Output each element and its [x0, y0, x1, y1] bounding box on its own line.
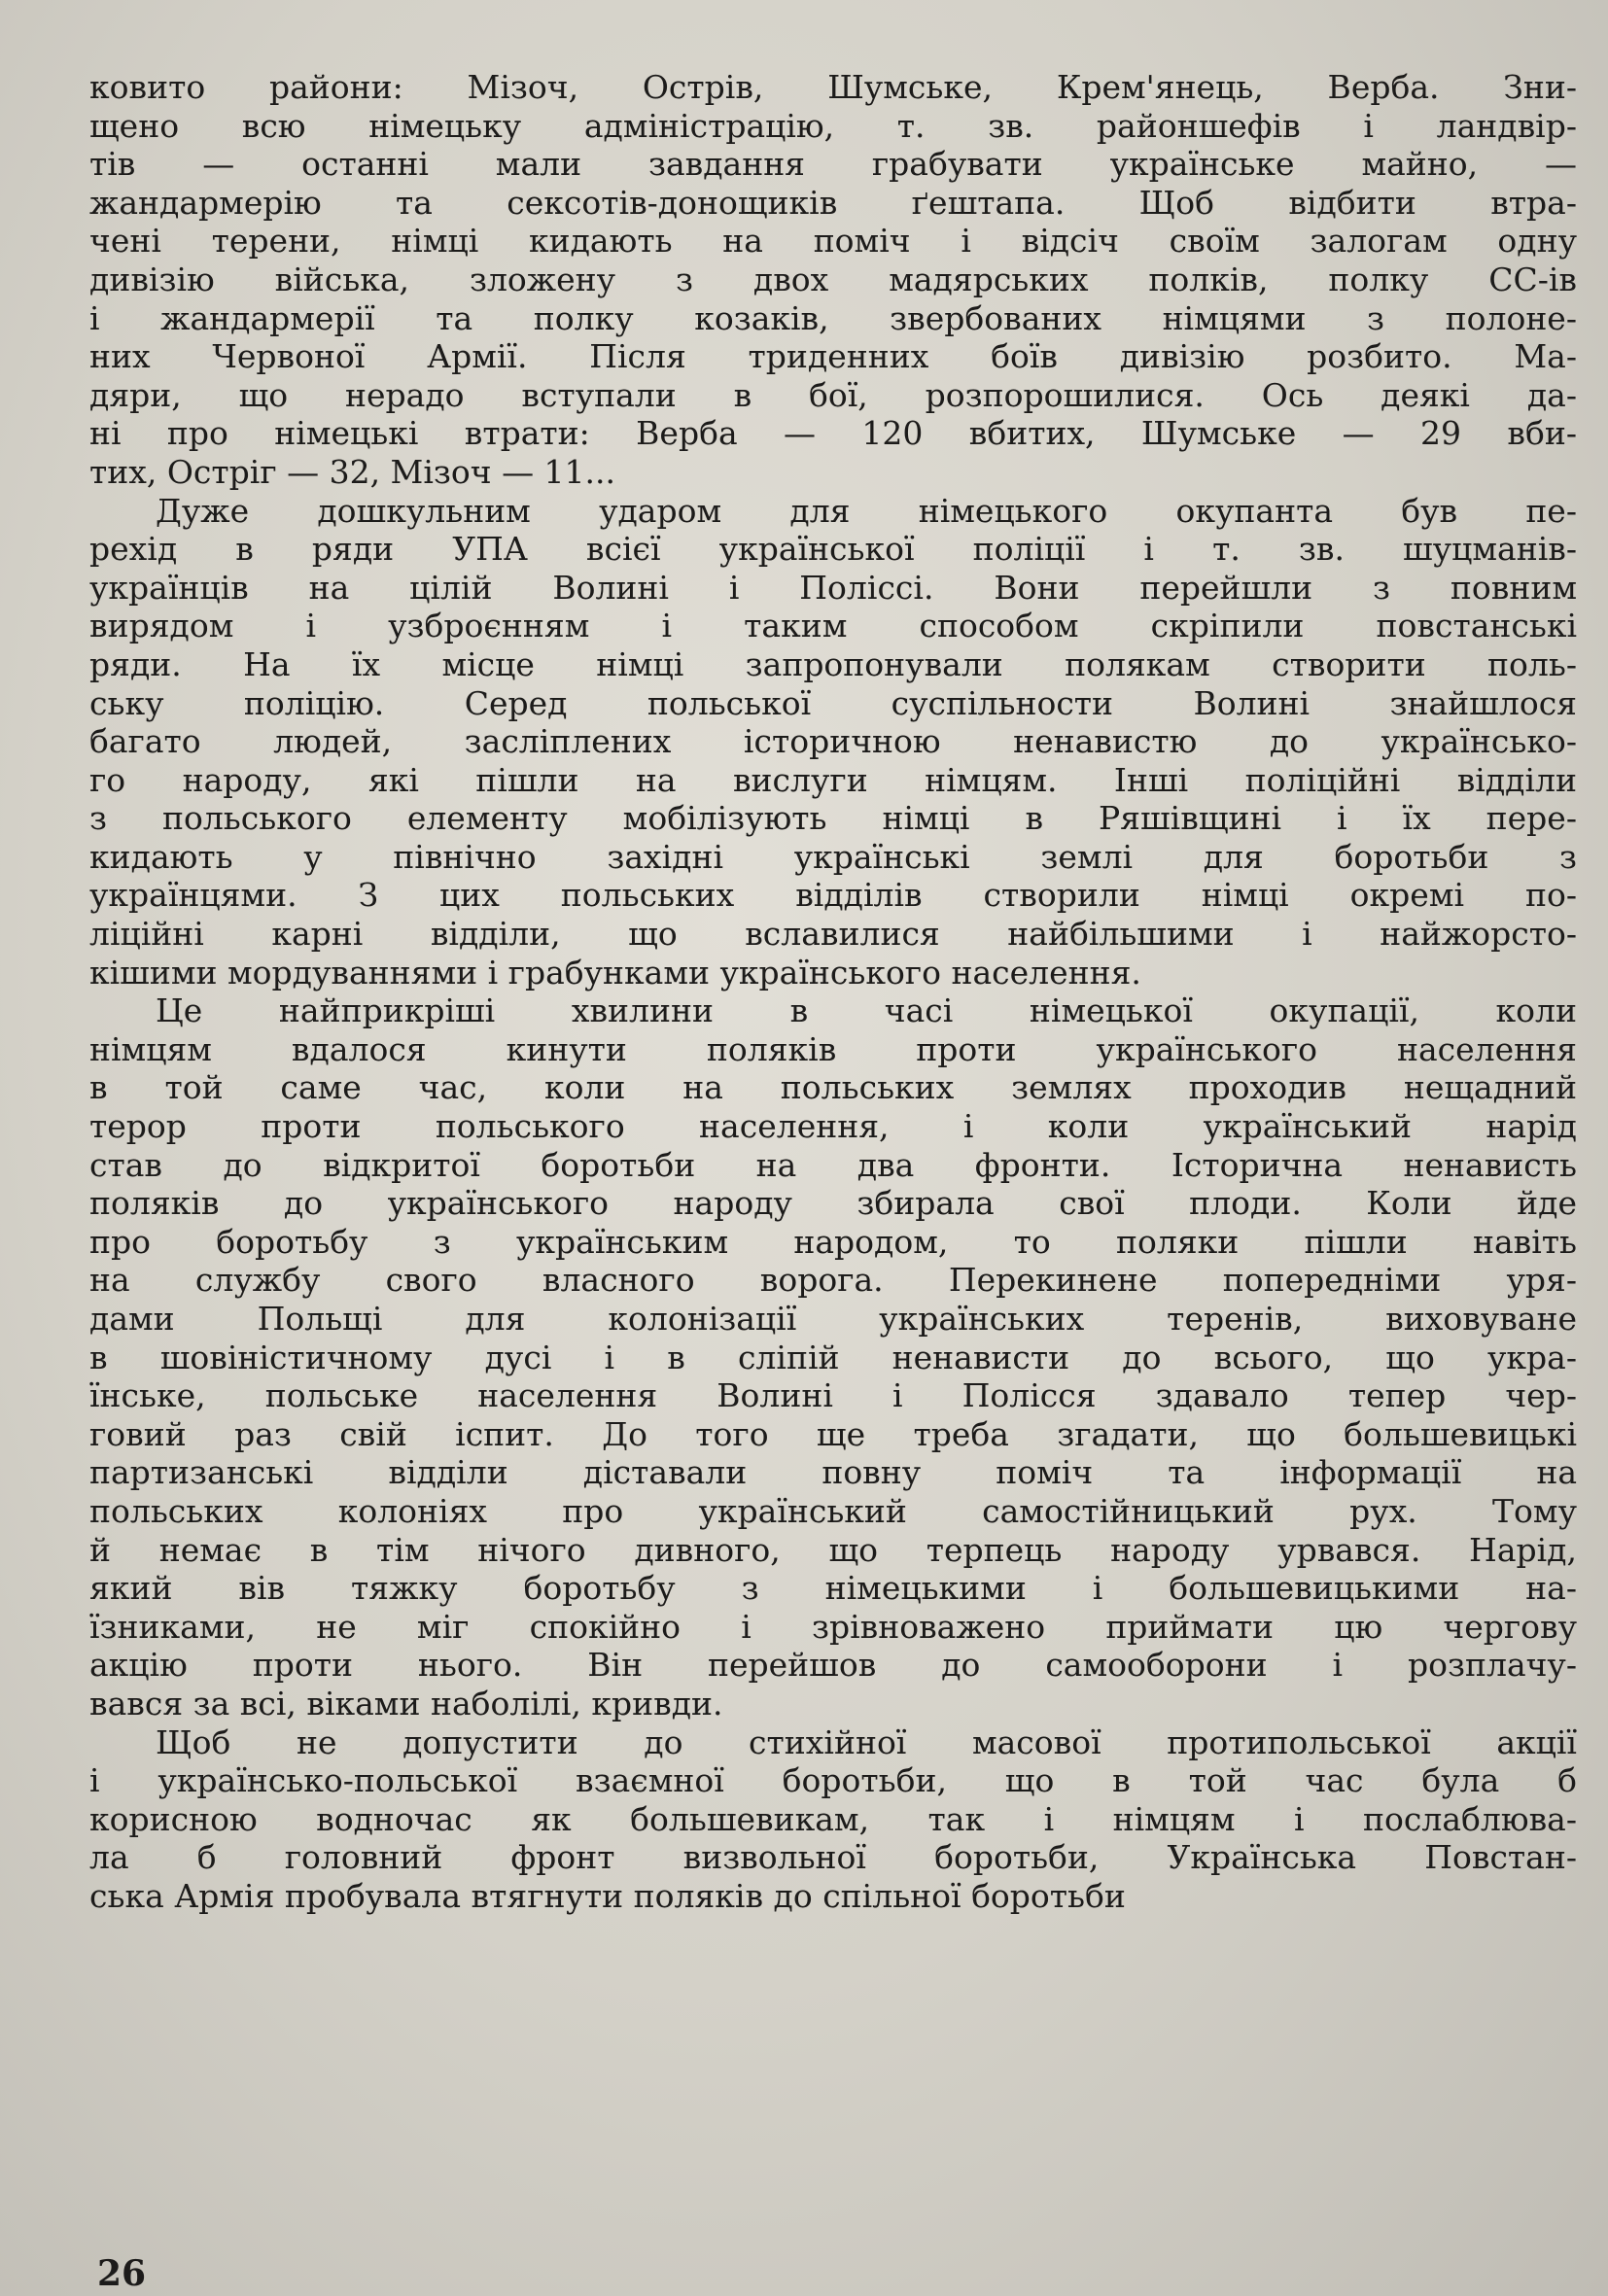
text-line: тів — останні мали завдання грабувати українське майно, —	[89, 145, 1577, 184]
text-line: партизанські відділи діставали повну поміч та інформації на	[89, 1453, 1577, 1492]
text-line: ковито райони: Мізоч, Острів, Шумське, Крем'янець, Верба. Зни-	[89, 68, 1577, 106]
text-line: щено всю німецьку адміністрацію, т. зв. районшефів і ландвір-	[89, 106, 1577, 145]
text-line: на службу свого власного ворога. Перекинене попередніми уря-	[89, 1261, 1577, 1300]
text-line: і жандармерії та полку козаків, звербованих німцями з полоне-	[89, 298, 1577, 337]
text-line: ліційні карні відділи, що вславилися найбільшими і найжорсто-	[89, 915, 1577, 954]
text-line: багато людей, засліплених історичною ненавистю до українсько-	[89, 722, 1577, 761]
text-line: ряди. На їх місце німці запропонували полякам створити поль-	[89, 644, 1577, 683]
text-line: го народу, які пішли на вислуги німцям. Інші поліційні відділи	[89, 760, 1577, 799]
text-line: дивізію війська, зложену з двох мадярських полків, полку СС-ів	[89, 260, 1577, 298]
paragraph	[89, 1723, 1577, 1916]
text-line: в шовіністичному дусі і в сліпій ненависти до всього, що укра-	[89, 1338, 1577, 1376]
paragraph	[89, 492, 1577, 992]
text-line: в той саме час, коли на польських землях проходив нещадний	[89, 1068, 1577, 1107]
text-line: тих, Остріг — 32, Мізоч — 11...	[89, 452, 616, 491]
text-line: ська Армія пробувала втягнути поляків до спільної боротьби	[89, 1876, 1126, 1915]
text-line: ську поліцію. Серед польської суспільности Волині знайшлося	[89, 683, 1577, 722]
text-line: ні про німецькі втрати: Верба — 120 вбитих, Шумське — 29 вби-	[89, 414, 1577, 453]
page-number: 26	[97, 2253, 147, 2294]
text-line: який вів тяжку боротьбу з німецькими і большевицькими на-	[89, 1569, 1577, 1608]
text-line: кидають у північно західні українські землі для боротьби з	[89, 837, 1577, 876]
text-line: поляків до українського народу збирала свої плоди. Коли йде	[89, 1184, 1577, 1223]
text-line: терор проти польського населення, і коли український нарід	[89, 1107, 1577, 1146]
text-line: корисною водночас як большевикам, так і німцям і послаблюва-	[89, 1799, 1577, 1838]
text-line: Це найприкріші хвилини в часі німецької окупації, коли	[156, 991, 1577, 1030]
text-line: жандармерію та сексотів-донощиків ґештапа. Щоб відбити втра-	[89, 183, 1577, 222]
text-line: кішими мордуваннями і грабунками українського населення.	[89, 953, 1141, 991]
text-line: українців на цілій Волині і Поліссі. Вони перейшли з повним	[89, 568, 1577, 607]
text-line: про боротьбу з українським народом, то поляки пішли навіть	[89, 1222, 1577, 1261]
text-line: говий раз свій іспит. До того ще треба згадати, що большевицькі	[89, 1414, 1577, 1453]
text-line: акцію проти нього. Він перейшов до самооборони і розплачу-	[89, 1646, 1577, 1685]
text-line: вирядом і узброєнням і таким способом скріпили повстанські	[89, 607, 1577, 645]
text-line: рехід в ряди УПА всієї української поліції і т. зв. шуцманів-	[89, 530, 1577, 569]
text-line: й немає в тім нічого дивного, що терпець народу урвався. Нарід,	[89, 1530, 1577, 1569]
paragraph	[89, 68, 1577, 492]
text-line: німцям вдалося кинути поляків проти українського населення	[89, 1029, 1577, 1068]
text-line: дами Польщі для колонізації українських теренів, виховуване	[89, 1300, 1577, 1338]
text-line: них Червоної Армії. Після триденних боїв дивізію розбито. Ма-	[89, 337, 1577, 376]
text-line: дяри, що нерадо вступали в бої, розпорошилися. Ось деякі да-	[89, 375, 1577, 414]
text-line: їзниками, не міг спокійно і зрівноважено приймати цю чергову	[89, 1607, 1577, 1646]
text-line: українцями. З цих польських відділів створили німці окремі по-	[89, 876, 1577, 915]
text-line: став до відкритої боротьби на два фронти. Історична ненависть	[89, 1145, 1577, 1184]
text-line: Щоб не допустити до стихійної масової протипольської акції	[156, 1722, 1577, 1761]
text-line: чені терени, німці кидають на поміч і відсіч своїм залогам одну	[89, 222, 1577, 261]
text-line: їнське, польське населення Волині і Полісся здавало тепер чер-	[89, 1376, 1577, 1415]
text-line: Дуже дошкульним ударом для німецького окупанта був пе-	[156, 491, 1577, 530]
text-line: ла б головний фронт визвольної боротьби, Українська Повстан-	[89, 1838, 1577, 1877]
text-line: вався за всі, віками наболілі, кривди.	[89, 1684, 723, 1722]
body-text	[89, 68, 1577, 1916]
text-line: і українсько-польської взаємної боротьби, що в той час була б	[89, 1761, 1577, 1800]
text-line: з польського елементу мобілізують німці в Ряшівщині і їх пере-	[89, 799, 1577, 838]
text-line: польських колоніях про український самостійницький рух. Тому	[89, 1491, 1577, 1530]
paragraph	[89, 991, 1577, 1722]
